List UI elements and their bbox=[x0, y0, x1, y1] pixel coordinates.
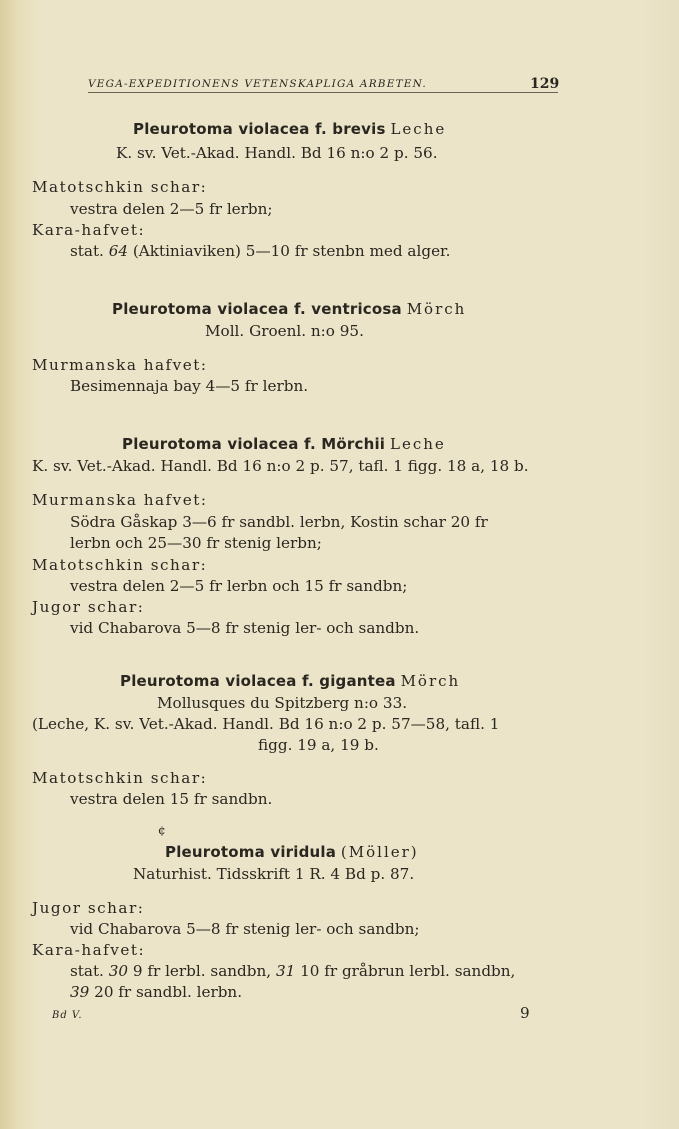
locality-detail: vestra delen 2—5 fr lerbn och 15 fr sandbn; bbox=[70, 577, 408, 595]
reference-line: K. sv. Vet.-Akad. Handl. Bd 16 n:o 2 p. 56. bbox=[116, 144, 438, 162]
species-heading: Pleurotoma violacea f. brevis Leche bbox=[133, 120, 447, 138]
species-heading: Pleurotoma violacea f. Mörchii Leche bbox=[122, 435, 446, 453]
locality-detail: lerbn och 25—30 fr stenig lerbn; bbox=[70, 534, 322, 552]
species-heading: Pleurotoma violacea f. ventricosa Mörch bbox=[112, 300, 467, 318]
species-heading: Pleurotoma viridula (Möller) bbox=[165, 843, 419, 861]
locality-detail: Södra Gåskap 3—6 fr sandbl. lerbn, Kostin schar 20 fr bbox=[70, 513, 488, 531]
reference-line: Naturhist. Tidsskrift 1 R. 4 Bd p. 87. bbox=[133, 865, 415, 883]
locality-detail: vestra delen 15 fr sandbn. bbox=[70, 790, 273, 808]
printer-mark-icon: ¢ bbox=[158, 823, 166, 837]
signature-number: 9 bbox=[520, 1004, 530, 1022]
reference-line: Moll. Groenl. n:o 95. bbox=[205, 322, 364, 340]
locality-region: Jugor schar: bbox=[32, 899, 145, 917]
signature-mark: Bd V. bbox=[52, 1010, 83, 1021]
locality-detail: vid Chabarova 5—8 fr stenig ler- och sandbn. bbox=[70, 619, 420, 637]
reference-line: K. sv. Vet.-Akad. Handl. Bd 16 n:o 2 p. 57, tafl. 1 figg. 18 a, 18 b. bbox=[32, 457, 529, 475]
species-heading: Pleurotoma violacea f. gigantea Mörch bbox=[120, 672, 461, 690]
locality-region: Kara-hafvet: bbox=[32, 941, 146, 959]
reference-line: figg. 19 a, 19 b. bbox=[258, 736, 379, 754]
reference-line: Mollusques du Spitzberg n:o 33. bbox=[157, 694, 408, 712]
locality-detail: Besimennaja bay 4—5 fr lerbn. bbox=[70, 377, 309, 395]
locality-detail: 39 20 fr sandbl. lerbn. bbox=[70, 983, 243, 1001]
locality-region: Matotschkin schar: bbox=[32, 178, 208, 196]
locality-detail: vid Chabarova 5—8 fr stenig ler- och sandbn; bbox=[70, 920, 420, 938]
page-number: 129 bbox=[530, 76, 560, 92]
reference-line: (Leche, K. sv. Vet.-Akad. Handl. Bd 16 n:o 2 p. 57—58, tafl. 1 bbox=[32, 715, 500, 733]
locality-detail: stat. 30 9 fr lerbl. sandbn, 31 10 fr gråbrun lerbl. sandbn, bbox=[70, 962, 516, 980]
locality-region: Kara-hafvet: bbox=[32, 221, 146, 239]
running-header: VEGA-EXPEDITIONENS VETENSKAPLIGA ARBETEN. bbox=[88, 78, 558, 93]
locality-region: Matotschkin schar: bbox=[32, 556, 208, 574]
locality-region: Murmanska hafvet: bbox=[32, 356, 208, 374]
locality-region: Murmanska hafvet: bbox=[32, 491, 208, 509]
locality-detail: vestra delen 2—5 fr lerbn; bbox=[70, 200, 273, 218]
locality-detail: stat. 64 (Aktiniaviken) 5—10 fr stenbn med alger. bbox=[70, 242, 451, 260]
locality-region: Jugor schar: bbox=[32, 598, 145, 616]
locality-region: Matotschkin schar: bbox=[32, 769, 208, 787]
